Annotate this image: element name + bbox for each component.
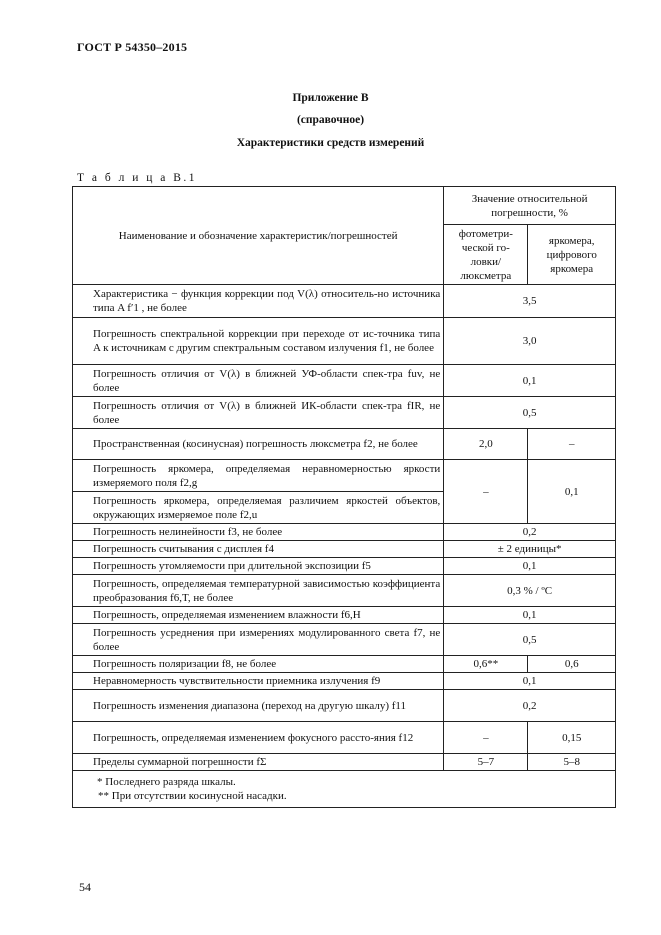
standard-header: ГОСТ Р 54350–2015: [77, 40, 188, 54]
table-row: [73, 558, 616, 575]
table-row: [73, 754, 616, 771]
row-name: Погрешность яркомера, определяемая различием яркостей объектов, окружающих измеряемое поле f2,u: [73, 492, 444, 524]
note-1: * Последнего разряда шкалы.: [97, 776, 236, 788]
row-name: Погрешность усреднения при измерениях модулированного света f7, не более: [73, 624, 444, 656]
row-name: Погрешность, определяемая температурной зависимостью коэффициента преобразования f6,T, не более: [73, 575, 444, 607]
row-value-photometer: –: [444, 722, 528, 754]
table-row: [73, 690, 616, 722]
table-row: [73, 318, 616, 365]
row-value: 0,1: [444, 558, 616, 575]
row-name: Погрешность нелинейности f3, не более: [73, 524, 444, 541]
row-name: Погрешность утомляемости при длительной экспозиции f5: [73, 558, 444, 575]
row-value: 0,1: [444, 607, 616, 624]
row-value: 0,2: [444, 690, 616, 722]
table-row: [73, 673, 616, 690]
appendix-title: Приложение В: [292, 92, 369, 104]
table-row: [73, 285, 616, 318]
row-value-luminance-meter: –: [528, 429, 616, 460]
row-value-photometer: –: [444, 460, 528, 524]
row-value-luminance-meter: 5–8: [528, 754, 616, 771]
row-value-luminance-meter: 0,15: [528, 722, 616, 754]
row-name: Неравномерность чувствительности приемника излучения f9: [73, 673, 444, 690]
row-value: 0,5: [444, 397, 616, 429]
row-name: Погрешность отличия от V(λ) в ближней УФ-области спек-тра fuv, не более: [73, 365, 444, 397]
row-name: Характеристика − функция коррекции под V(λ) относитель-но источника типа A f′1 , не более: [73, 285, 444, 318]
row-value-photometer: 0,6**: [444, 656, 528, 673]
column-header-group: Значение относительной погрешности, %: [444, 187, 616, 225]
row-value: 0,1: [444, 673, 616, 690]
table-row: [73, 541, 616, 558]
row-value: 3,5: [444, 285, 616, 318]
table-row: [73, 524, 616, 541]
note-2: ** При отсутствии косинусной насадки.: [98, 790, 287, 802]
table-row: [73, 624, 616, 656]
table-row: [73, 722, 616, 754]
row-value: 0,1: [444, 365, 616, 397]
column-header-name: Наименование и обозначение характеристик/погрешностей: [73, 187, 444, 285]
row-name: Погрешность считывания с дисплея f4: [73, 541, 444, 558]
column-header-photometer: фотометри-ческой го-ловки/ люксметра: [444, 225, 528, 285]
row-value: ± 2 единицы*: [444, 541, 616, 558]
row-name: Пределы суммарной погрешности fΣ: [73, 754, 444, 771]
row-name: Пространственная (косинусная) погрешность люксметра f2, не более: [73, 429, 444, 460]
row-name: Погрешность яркомера, определяемая неравномерностью яркости измеряемого поля f2,g: [73, 460, 444, 492]
table-row: [73, 397, 616, 429]
row-name: Погрешность спектральной коррекции при переходе от ис-точника типа A к источникам с другим спектральным составом излучения f1, не более: [73, 318, 444, 365]
page-number: 54: [79, 880, 91, 894]
table-row: [73, 460, 616, 492]
table-notes: [73, 771, 616, 808]
row-value: 0,2: [444, 524, 616, 541]
row-name: Погрешность поляризации f8, не более: [73, 656, 444, 673]
row-name: Погрешность, определяемая изменением влажности f6,H: [73, 607, 444, 624]
table-row: [73, 429, 616, 460]
appendix-heading: Характеристики средств измерений: [236, 137, 425, 149]
table-caption: Т а б л и ц а В.1: [77, 172, 198, 184]
row-value-luminance-meter: 0,1: [528, 460, 616, 524]
row-name: Погрешность, определяемая изменением фокусного рассто-яния f12: [73, 722, 444, 754]
row-value-luminance-meter: 0,6: [528, 656, 616, 673]
table-row: [73, 575, 616, 607]
characteristics-table: [72, 186, 616, 808]
table-row: [73, 365, 616, 397]
row-value: 0,5: [444, 624, 616, 656]
row-value-photometer: 5–7: [444, 754, 528, 771]
row-name: Погрешность отличия от V(λ) в ближней ИК-области спек-тра fIR, не более: [73, 397, 444, 429]
row-value: 3,0: [444, 318, 616, 365]
table-row: [73, 607, 616, 624]
table-notes-row: [73, 771, 616, 808]
table-row: [73, 656, 616, 673]
row-value-photometer: 2,0: [444, 429, 528, 460]
column-header-luminance-meter: яркомера, цифрового яркомера: [528, 225, 616, 285]
row-value: 0,3 % / ºС: [444, 575, 616, 607]
row-name: Погрешность изменения диапазона (переход на другую шкалу) f11: [73, 690, 444, 722]
appendix-kind: (справочное): [296, 114, 365, 126]
